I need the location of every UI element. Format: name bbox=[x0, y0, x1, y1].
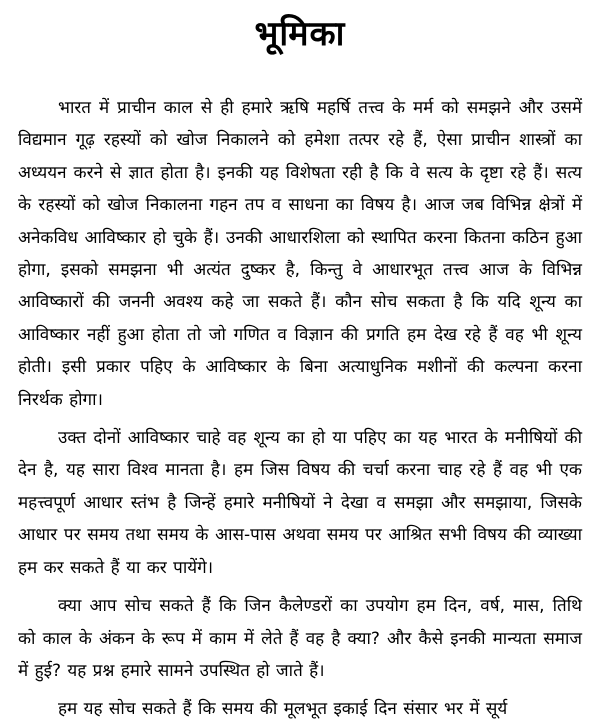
paragraph-1: भारत में प्राचीन काल से ही हमारे ऋषि महर्षि तत्त्व के मर्म को समझने और उसमें विद्यमान गूढ़ रहस्यों को खोज निकालने को हमेशा तत्पर रहे हैं, ऐसा प्राचीन शास्त्रों का अध्ययन करने से ज्ञात होता है। इनकी यह विशेषता रही है कि वे सत्य के दृष्टा रहे हैं। सत्य के रहस्यों को खोज निकालना गहन तप व साधना का विषय है। आज जब विभिन्न क्षेत्रों में अनेकविध आविष्कार हो चुके हैं। उनकी आधारशिला को स्थापित करना कितना कठिन हुआ होगा, इसको समझना भी अत्यंत दुष्कर है, किन्तु वे आधारभूत तत्त्व आज के विभिन्न आविष्कारों की जननी अवश्य कहे जा सकते हैं। कौन सोच सकता है कि यदि शून्य का आविष्कार नहीं हुआ होता तो जो गणित व विज्ञान की प्रगति हम देख रहे हैं वह भी शून्य होती। इसी प्रकार पहिए के आविष्कार के बिना अत्याधुनिक मशीनों की कल्पना करना निरर्थक होगा। bbox=[18, 98, 582, 410]
paragraph-3: क्या आप सोच सकते हैं कि जिन कैलेण्डरों का उपयोग हम दिन, वर्ष, मास, तिथि को काल के अंकन के रूप में काम में लेते हैं वह है क्या? और कैसे इनकी मान्यता समाज में हुई? यह प्रश्न हमारे सामने उपस्थित हो जाते हैं। bbox=[18, 596, 582, 681]
page-title: भूमिका bbox=[254, 14, 346, 54]
paragraph-2: उक्त दोनों आविष्कार चाहे वह शून्य का हो या पहिए का यह भारत के मनीषियों की देन है, यह सारा विश्व मानता है। हम जिस विषय की चर्चा करना चाह रहे हैं वह भी एक महत्त्वपूर्ण आधार स्तंभ है जिन्हें हमारे मनीषियों ने देखा व समझा और समझाया, जिसके आधार पर समय तथा समय के आस-पास अथवा समय पर आश्रित सभी विषय की व्याख्या हम कर सकते हैं या कर पायेंगे। bbox=[18, 428, 582, 578]
paragraph-4: हम यह सोच सकते हैं कि समय की मूलभूत इकाई दिन संसार भर में सूर्य bbox=[58, 699, 508, 720]
